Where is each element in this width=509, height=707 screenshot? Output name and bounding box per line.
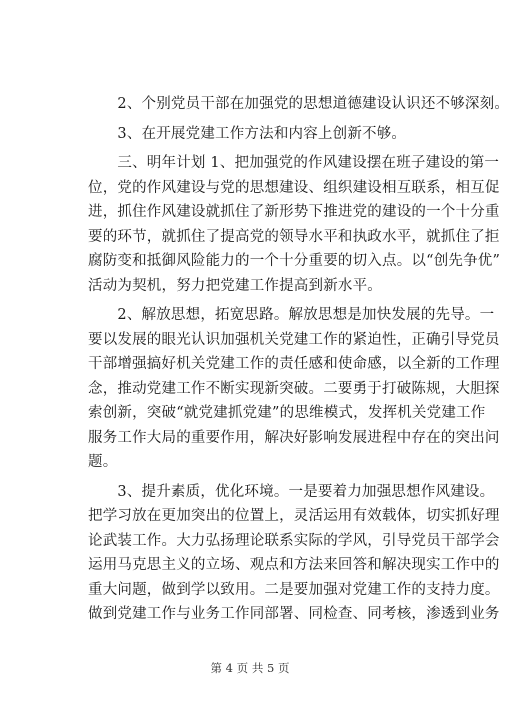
text-line: 题。 [88, 454, 118, 470]
paragraph [88, 122, 460, 147]
text-line: 活动为契机，努力把党建工作提高到新水平。 [88, 277, 382, 294]
text-line: 服务工作大局的重要作用，解决好影响发展进程中存在的突出问 [88, 429, 500, 446]
text-line: 论武装工作。大力弘扬理论联系实际的学风，引导党员干部学会 [88, 532, 500, 549]
text-line: 重大问题，做到学以致用。二是要加强对党建工作的支持力度。 [88, 581, 500, 598]
text-line: 把学习放在更加突出的位置上，灵活运用有效载体，切实抓好理 [88, 508, 500, 524]
text-line: 2、解放思想，拓宽思路。解放思想是加快发展的先导。一 [88, 307, 495, 323]
text-line: 索创新，突破“就党建抓党建”的思维模式，发挥机关党建工作 [88, 405, 486, 421]
text-line: 运用马克思主义的立场、观点和方法来回答和解决现实工作中的 [88, 557, 500, 573]
text-line: 3、在开展党建工作方法和内容上创新不够。 [88, 125, 407, 142]
text-line: 位，党的作风建设与党的思想建设、组织建设相互联系，相互促 [88, 179, 500, 196]
paragraph [88, 92, 509, 117]
text-line: 腐防变和抵御风险能力的一个十分重要的切入点。以“创先争优” [88, 253, 501, 269]
paragraph [88, 151, 501, 298]
text-line: 念，推动党建工作不断实现新突破。二要勇于打破陈规，大胆探 [88, 380, 500, 397]
text-line: 2、个别党员干部在加强党的思想道德建设认识还不够深刻。 [88, 96, 509, 112]
text-line: 要以发展的眼光认识加强机关党建工作的紧迫性，正确引导党员 [88, 331, 500, 348]
text-line: 3、提升素质，优化环境。一是要着力加强思想作风建设。 [88, 483, 495, 500]
text-line: 做到党建工作与业务工作同部署、同检查、同考核，渗透到业务 [88, 606, 500, 622]
text-line: 要的环节，就抓住了提高党的领导水平和执政水平，就抓住了拒 [88, 228, 500, 245]
text-line: 干部增强搞好机关党建工作的责任感和使命感，以全新的工作理 [88, 356, 500, 372]
page-footer: 第 4 页 共 5 页 [210, 661, 290, 675]
document-body [88, 92, 509, 627]
text-line: 三、明年计划 1、把加强党的作风建设摆在班子建设的第一 [88, 155, 500, 171]
text-line: 进，抓住作风建设就抓住了新形势下推进党的建设的一个十分重 [88, 204, 500, 220]
paragraph [88, 303, 500, 475]
paragraph [88, 480, 500, 627]
